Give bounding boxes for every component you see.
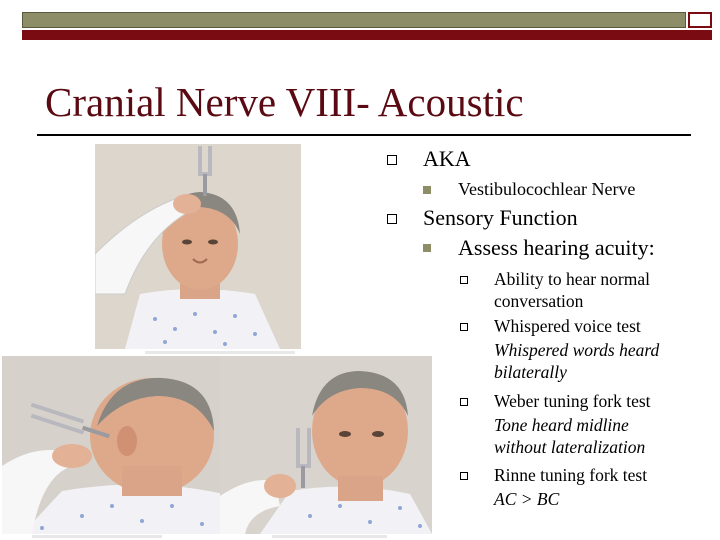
bullet-small-hollow-icon [460,398,468,406]
item-rinne-test [494,463,647,511]
item-rinne-title: Rinne tuning fork test [494,465,648,485]
title-divider [37,134,691,136]
photo-caption-strip-right [272,535,387,538]
item-normal-conversation [494,267,650,313]
bullet-small-hollow-icon [460,472,468,480]
photo-caption-strip-left [32,535,162,538]
bullet-solid-square-icon [423,186,431,194]
item-weber-note2: without lateralization [494,437,646,457]
item-whispered-voice [494,314,659,384]
rinne-bone-conduction-photo [220,356,432,534]
bullet-assess-hearing: Assess hearing acuity: [458,235,655,260]
item-whispered-voice-note2: bilaterally [494,362,567,382]
bullet-hollow-square-icon [387,214,397,224]
item-weber-title: Weber tuning fork test [494,391,651,411]
header-maroon-bar [22,30,712,40]
slide-title: Cranial Nerve VIII- Acoustic [45,79,524,125]
item-rinne-note: AC > BC [494,489,560,509]
item-weber-note1: Tone heard midline [494,415,629,435]
photo-caption-strip [145,351,295,354]
weber-test-photo [95,144,301,349]
item-normal-conversation-line1: Ability to hear normal [494,269,651,289]
bullet-sensory-function: Sensory Function [423,205,578,230]
bullet-hollow-square-icon [387,155,397,165]
header-olive-bar [22,12,686,28]
item-normal-conversation-line2: conversation [494,291,584,311]
item-whispered-voice-note1: Whispered words heard [494,340,660,360]
bullet-small-hollow-icon [460,323,468,331]
bullet-aka: AKA [423,146,471,171]
bullet-vestibulocochlear: Vestibulocochlear Nerve [458,179,636,199]
bullet-small-hollow-icon [460,276,468,284]
item-weber-test [494,389,651,459]
header-square-icon [688,12,712,28]
item-whispered-voice-title: Whispered voice test [494,316,641,336]
header-decoration [22,12,712,40]
bullet-solid-square-icon [423,244,431,252]
